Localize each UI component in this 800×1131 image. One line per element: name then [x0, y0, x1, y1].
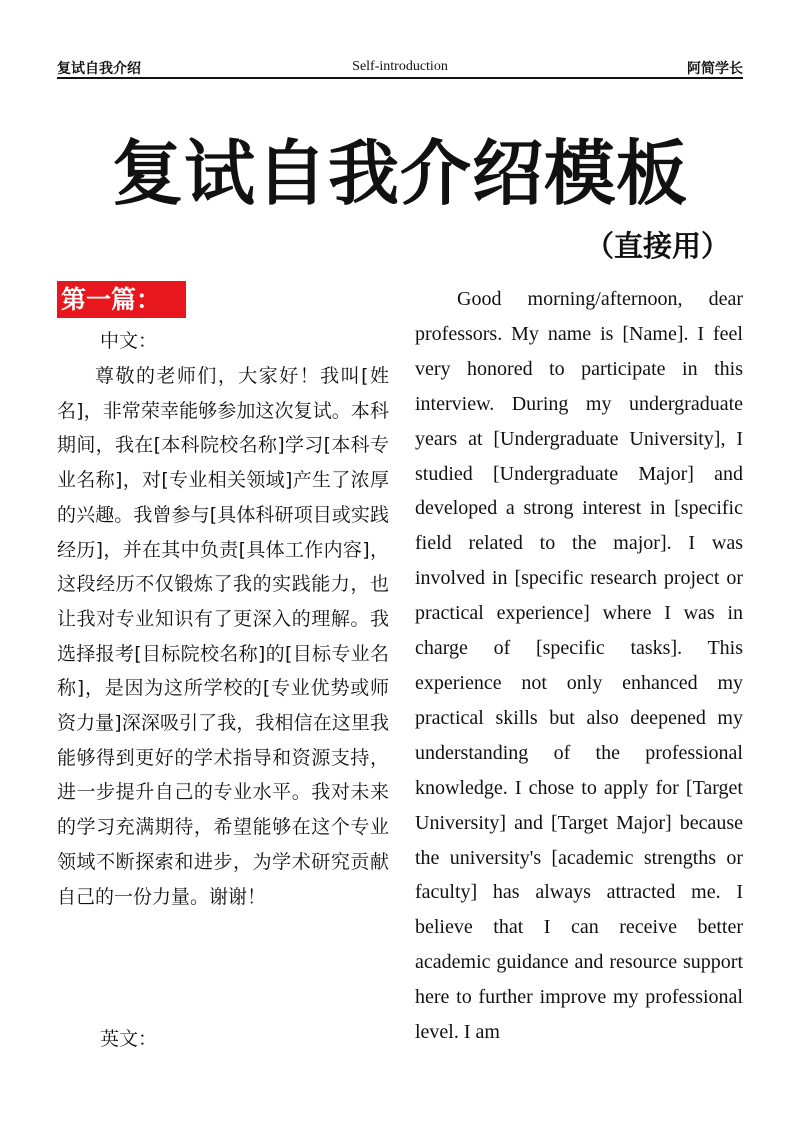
chinese-label: 中文：: [100, 330, 158, 352]
header-author: 阿简学长: [687, 61, 743, 77]
english-paragraph: Good morning/afternoon, dear professors. My name is [Name]. I feel very honored to participate in this interview. During my undergraduate years at [Undergraduate University], I studied [Undergraduate Major] and developed a strong interest in [specific field related to the major]. I was involved in [specific research project or practical experience] where I was in charge of [specific tasks]. This experience not only enhanced my practical skills but also deepened my understanding of the professional knowledge. I chose to apply for [Target University] and [Target Major] because the university's [academic strengths or faculty] has always attracted me. I believe that I can receive better academic guidance and resource support here to further improve my professional level. I am: [415, 288, 743, 1044]
header-center-title: Self-introduction: [352, 59, 448, 74]
english-label: 英文：: [100, 1028, 158, 1050]
document-subtitle: （直接用）: [584, 229, 730, 263]
document-title: 复试自我介绍模板: [111, 132, 688, 215]
page-header: [57, 58, 743, 78]
header-divider: [57, 77, 743, 79]
section-badge: 第一篇：: [57, 281, 186, 318]
header-left-title: 复试自我介绍: [57, 61, 141, 77]
chinese-paragraph: 尊敬的老师们，大家好！我叫[姓名]，非常荣幸能够参加这次复试。本科期间，我在[本科院校名称]学习[本科专业名称]，对[专业相关领域]产生了浓厚的兴趣。我曾参与[具体科研项目或实践经历]，并在其中负责[具体工作内容]，这段经历不仅锻炼了我的实践能力，也让我对专业知识有了更深入的理解。我选择报考[目标院校名称]的[目标专业名称]，是因为这所学校的[专业优势或师资力量]深深吸引了我，我相信在这里我能够得到更好的学术指导和资源支持，进一步提升自己的专业水平。我对未来的学习充满期待，希望能够在这个专业领域不断探索和进步，为学术研究贡献自己的一份力量。谢谢！: [57, 365, 389, 908]
